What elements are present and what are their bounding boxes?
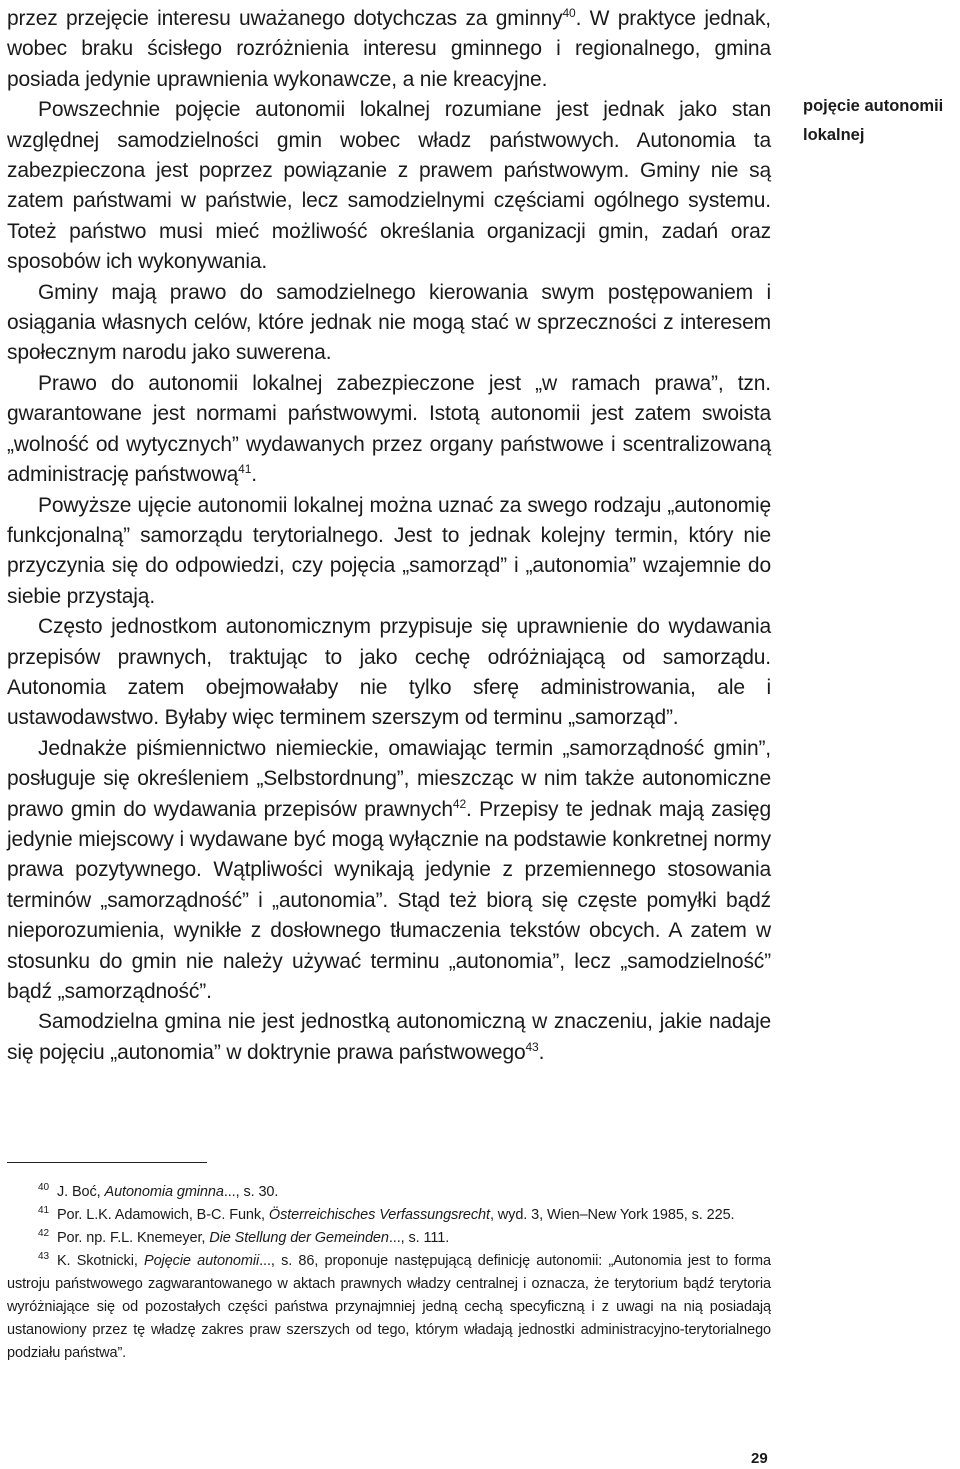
paragraph xyxy=(7,369,771,491)
paragraph: Powszechnie pojęcie autonomii lokalnej rozumiane jest jednak jako stan względnej samodzielności gmin wobec władz państwowych. Autonomia ta zabezpieczona jest poprzez powiązanie z prawem państwowym. Gminy nie są zatem państwami w państwie, lecz samodzielnymi częściami ogólnego systemu. Toteż państwo musi mieć możliwość określania organizacji gmin, zadań oraz sposobów ich wykonywania. xyxy=(7,98,771,274)
footnote-reference[interactable]: 42 xyxy=(452,796,466,811)
footnote xyxy=(7,1181,771,1204)
footnote-text: J. Boć, xyxy=(56,1184,105,1200)
footnote-text: Por. np. F.L. Knemeyer, xyxy=(56,1230,210,1246)
paragraph-text: Prawo do autonomii lokalnej zabezpieczone jest „w ramach prawa”, tzn. gwarantowane jest normami państwowymi. Istotą autonomii jest zatem swoista „wolność od wytycznych” wydawanych przez organy państwowe i scentralizowaną administrację państwową xyxy=(7,371,771,487)
footnote-text: ..., s. 30. xyxy=(223,1184,279,1200)
footnote-text: K. Skotnicki, xyxy=(56,1253,145,1269)
footnote-reference[interactable]: 40 xyxy=(562,6,576,20)
margin-note-line: pojęcie autonomii xyxy=(803,97,944,115)
paragraph: Często jednostkom autonomicznym przypisuje się uprawnienie do wydawania przepisów prawnych, traktując to jako cechę odróżniającą od samorządu. Autonomia zatem obejmowałaby nie tylko sferę administrowania, ale i ustawodawstwo. Byłaby więc terminem szerszym od terminu „samorząd”. xyxy=(7,615,771,730)
paragraph-text: . Przepisy te jednak mają zasięg jedynie miejscowy i wydawane być mogą wyłącznie na podstawie konkretnej normy prawa pozytywnego. Wątpliwości wynikają jedynie z przemiennego stosowania terminów „samorządność” i „autonomia”. Stąd też biorą się częste pomyłki bądź nieporozumienia, wynikłe z dosłownego tłumaczenia tekstów obcych. A zatem w stosunku do gmin nie należy używać terminu „autonomia”, lecz „samodzielność” bądź „samorządność”. xyxy=(7,797,771,1003)
paragraph xyxy=(7,734,771,1008)
footnote-number: 41 xyxy=(38,1205,49,1217)
footnote-number: 43 xyxy=(38,1251,49,1263)
main-text xyxy=(7,4,771,1068)
paragraph-text: przez przejęcie interesu uważanego dotychczas za gminny xyxy=(7,7,563,30)
paragraph-text: . xyxy=(251,463,257,487)
footnote-text: , wyd. 3, Wien–New York 1985, s. 225. xyxy=(489,1207,735,1223)
footnote-title: Die Stellung der Gemeinden xyxy=(209,1230,389,1246)
footnote-text: ..., s. 111. xyxy=(388,1230,450,1246)
page-number: 29 xyxy=(751,1450,768,1467)
margin-note-line: lokalnej xyxy=(803,126,865,144)
footnote-title: Pojęcie autonomii xyxy=(144,1253,260,1269)
footnote-reference[interactable]: 43 xyxy=(525,1039,539,1054)
footnotes xyxy=(7,1181,771,1365)
footnote xyxy=(7,1204,771,1227)
paragraph-text: Samodzielna gmina nie jest jednostką autonomiczną w znaczeniu, jakie nadaje się pojęciu „autonomia” w doktrynie prawa państwowego xyxy=(7,1010,771,1064)
margin-note xyxy=(803,92,960,150)
footnote-divider xyxy=(7,1162,207,1163)
footnote-reference[interactable]: 41 xyxy=(238,462,252,477)
footnote-title: Autonomia gminna xyxy=(104,1184,224,1200)
footnote xyxy=(7,1250,771,1365)
paragraph xyxy=(7,1007,771,1068)
paragraph: Powyższe ujęcie autonomii lokalnej można uznać za swego rodzaju „autonomię funkcjonalną” samorządu terytorialnego. Jest to jednak kolejny termin, który nie przyczynia się do odpowiedzi, czy pojęcia „samorząd” i „autonomia” wzajemnie do siebie przystają. xyxy=(7,493,771,608)
paragraph xyxy=(7,4,771,95)
footnote-title: Österreichisches Verfassungsrecht xyxy=(268,1207,490,1223)
footnote-number: 40 xyxy=(38,1182,49,1194)
paragraph-text: Jednakże piśmiennictwo niemieckie, omawiając termin „samorządność gmin”, posługuje się określeniem „Selbstordnung”, mieszcząc w nim także autonomiczne prawo gmin do wydawania przepisów prawnych xyxy=(7,736,771,821)
paragraph-text: . W praktyce jednak, wobec braku ścisłego rozróżnienia interesu gminnego i regionalnego, gmina posiada jedynie uprawnienia wykonawcze, a nie kreacyjne. xyxy=(7,7,771,91)
paragraph-text: . xyxy=(538,1040,545,1064)
footnote-text: ..., s. 86, proponuje następującą definicję autonomii: „Autonomia jest to forma ustroju państwowego zagwarantowanego w aktach prawnych władzy centralnej i oznacza, że terytorium bądź terytoria wyróżniające się od pozostałych części państwa przynajmniej jedną cechą specyficzną i z uwagi na nią posiadają ustanowiony przez tę władzę zakres praw szerszych od tego, którym władają jednostki administracyjno-terytorialnego podziału państwa”. xyxy=(7,1253,771,1361)
footnote-text: Por. L.K. Adamowich, B-C. Funk, xyxy=(56,1207,269,1223)
footnote xyxy=(7,1227,771,1250)
paragraph: Gminy mają prawo do samodzielnego kierowania swym postępowaniem i osiągania własnych celów, które jednak nie mogą stać w sprzeczności z interesem społecznym narodu jako suwerena. xyxy=(7,280,771,365)
footnote-number: 42 xyxy=(38,1228,49,1240)
